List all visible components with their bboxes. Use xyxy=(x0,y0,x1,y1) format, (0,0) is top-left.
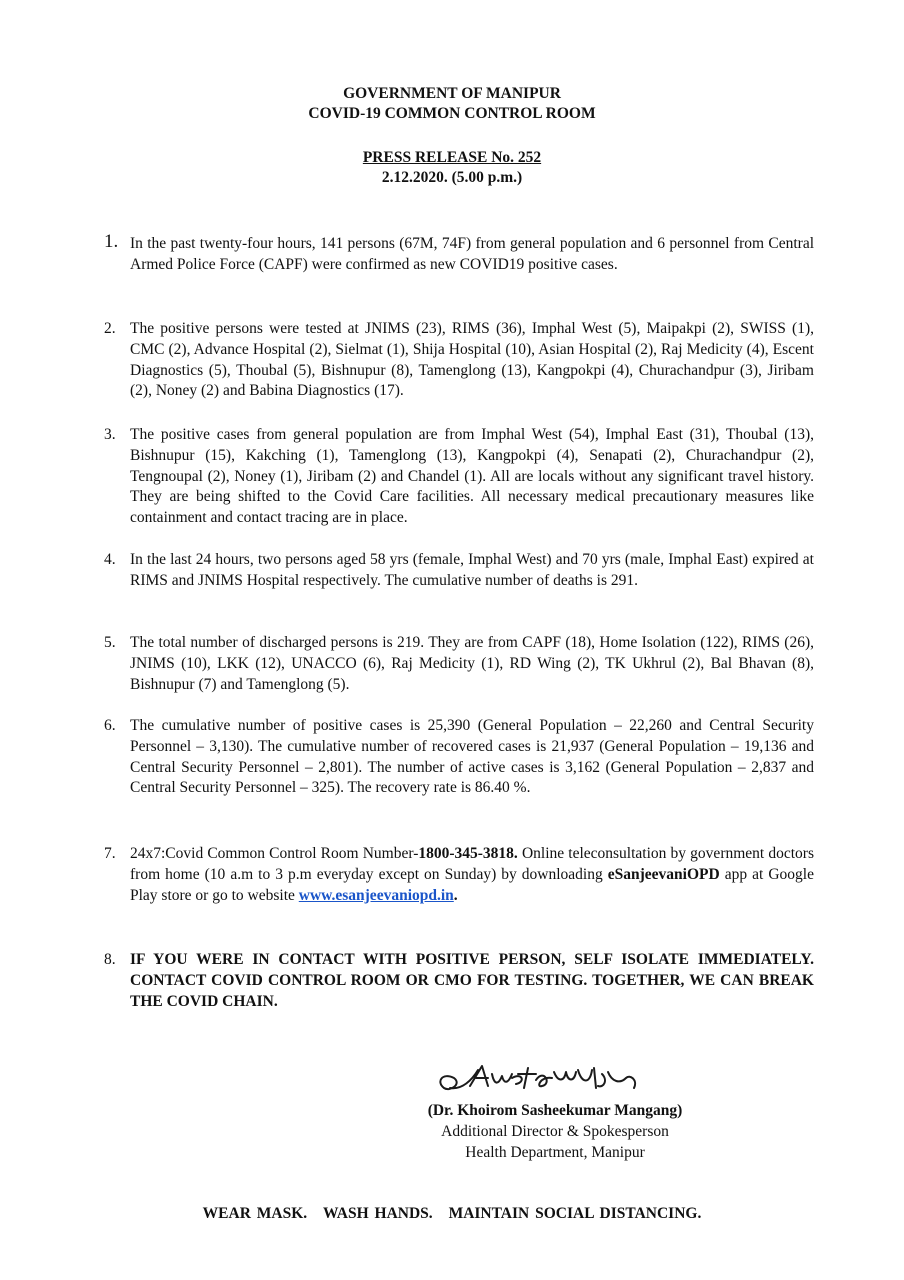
list-item-text: The positive cases from general population are from Imphal West (54), Imphal East (31), Thoubal (13), Bishnupur (15), Kakching (1), Tamenglong (13), Kangpokpi (4), Senapati (2), Churachandpur (2), Tengnoupal (2), Noney (1), Jiribam (2) and Chandel (1). All are locals without any significant travel history. They are being shifted to the Covid Care facilities. All necessary medical precautionary measures like containment and contact tracing are in place. xyxy=(130,426,814,527)
list-item-8 xyxy=(104,950,814,1012)
list-item-1 xyxy=(104,231,814,276)
list-item-3 xyxy=(104,425,814,529)
press-release-date: 2.12.2020. (5.00 p.m.) xyxy=(381,169,523,186)
list-item-2 xyxy=(104,319,814,402)
header-release xyxy=(0,148,904,188)
helpline-text: 24x7:Covid Common Control Room Number- xyxy=(130,845,419,862)
list-item-number: 8. xyxy=(104,951,116,968)
slogan-distancing: MAINTAIN SOCIAL DISTANCING. xyxy=(448,1205,702,1222)
press-release-title: PRESS RELEASE No. 252 xyxy=(362,149,542,166)
signer-name: (Dr. Khoirom Sasheekumar Mangang) xyxy=(427,1102,683,1119)
list-item-number: 3. xyxy=(104,426,116,443)
list-item-text: The positive persons were tested at JNIMS (23), RIMS (36), Imphal West (5), Maipakpi (2), SWISS (1), CMC (2), Advance Hospital (2), Sielmat (1), Shija Hospital (10), Asian Hospital (2), Raj Medicity (4), Escent Diagnostics (5), Thoubal (5), Bishnupur (8), Tamenglong (13), Kangpokpi (4), Churachandpur (3), Jiribam (2), Noney (2) and Babina Diagnostics (17). xyxy=(130,320,814,400)
slogan-hands: WASH HANDS. xyxy=(323,1205,433,1222)
advisory-text: IF YOU WERE IN CONTACT WITH POSITIVE PERSON, SELF ISOLATE IMMEDIATELY. CONTACT COVID CONTROL ROOM OR CMO FOR TESTING. TOGETHER, WE CAN BREAK THE COVID CHAIN. xyxy=(130,951,814,1010)
sentence-end: . xyxy=(453,886,458,904)
app-name: eSanjeevaniOPD xyxy=(607,865,720,883)
list-item-7 xyxy=(104,844,814,906)
list-item-text: In the last 24 hours, two persons aged 58 yrs (female, Imphal West) and 70 yrs (male, Imphal East) expired at RIMS and JNIMS Hospital respectively. The cumulative number of deaths is 291. xyxy=(130,551,814,589)
signer-designation: Additional Director & Spokesperson xyxy=(441,1123,669,1140)
signer-department: Health Department, Manipur xyxy=(465,1144,645,1161)
header-organization xyxy=(0,84,904,124)
list-item-number: 2. xyxy=(104,320,116,337)
list-item-number: 7. xyxy=(104,845,116,862)
list-item-text: The cumulative number of positive cases is 25,390 (General Population – 22,260 and Central Security Personnel – 3,130). The cumulative number of recovered cases is 21,937 (General Population – 19,136 and Central Security Personnel – 2,801). The number of active cases is 3,162 (General Population – 2,837 and Central Security Personnel – 325). The recovery rate is 86.40 %. xyxy=(130,717,814,797)
org-line-control-room: COVID-19 COMMON CONTROL ROOM xyxy=(308,105,596,122)
helpline-number: 1800-345-3818. xyxy=(418,845,518,862)
list-item-text: The total number of discharged persons is 219. They are from CAPF (18), Home Isolation (122), RIMS (26), JNIMS (10), LKK (12), UNACCO (6), Raj Medicity (1), RD Wing (2), TK Ukhrul (2), Bal Bhavan (8), Bishnupur (7) and Tamenglong (5). xyxy=(130,634,814,693)
list-item-number: 4. xyxy=(104,551,116,568)
website-link[interactable]: www.esanjeevaniopd.in xyxy=(298,886,454,904)
list-item-text xyxy=(130,844,814,906)
list-item-6 xyxy=(104,716,814,799)
list-item-4 xyxy=(104,550,814,592)
list-item-number: 5. xyxy=(104,634,116,651)
signature-image xyxy=(432,1058,662,1100)
footer-slogan xyxy=(0,1205,904,1223)
signature-block xyxy=(380,1100,730,1163)
list-item-5 xyxy=(104,633,814,695)
play-store-text: app at Google Play store or go to website xyxy=(130,865,814,904)
teleconsultation-text: Online teleconsultation by government doctors from home (10 a.m to 3 p.m everyday except on Sunday) by downloading xyxy=(130,845,814,883)
org-line-government: GOVERNMENT OF MANIPUR xyxy=(343,85,561,102)
list-item-number: 6. xyxy=(104,717,116,734)
list-item-number: 1. xyxy=(104,231,119,252)
list-item-text: In the past twenty-four hours, 141 persons (67M, 74F) from general population and 6 personnel from Central Armed Police Force (CAPF) were confirmed as new COVID19 positive cases. xyxy=(130,235,814,273)
slogan-mask: WEAR MASK. xyxy=(202,1205,308,1222)
